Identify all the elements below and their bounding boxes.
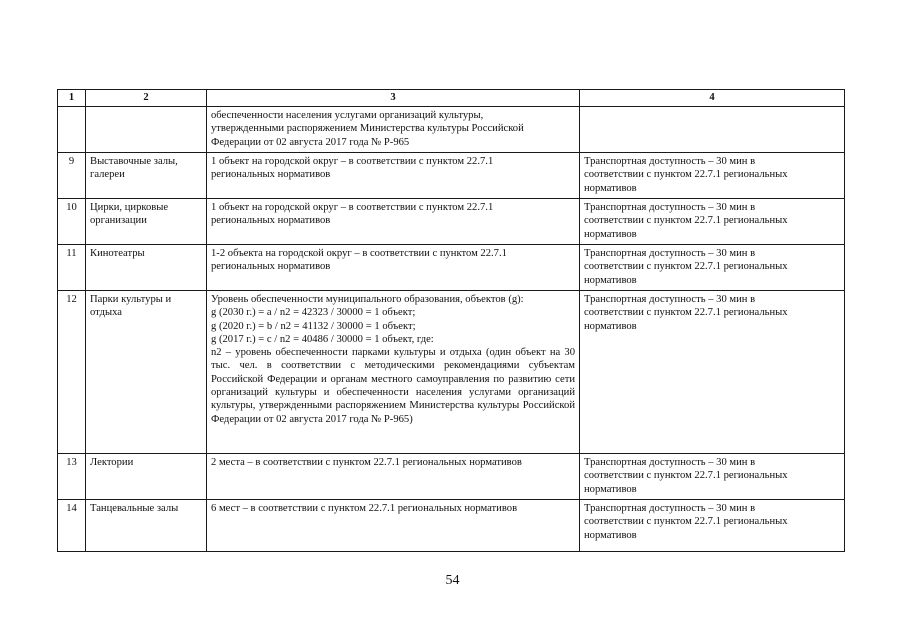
row-number: 14 [58,500,86,552]
header-cell-4: 4 [580,90,845,107]
norm-text [207,454,580,500]
accessibility-text [580,153,845,199]
table-row [58,107,845,153]
norm-line: 1 объект на городской округ – в соответствии с пунктом 22.7.1 [211,202,494,213]
norm-line: обеспеченности населения услугами организаций культуры, [211,110,484,121]
object-name-line: Танцевальные залы [90,503,179,514]
norm-text [207,199,580,245]
row-number: 9 [58,153,86,199]
access-line: нормативов [584,274,637,286]
access-line: Транспортная доступность – 30 мин в [584,503,756,514]
header-cell-1: 1 [58,90,86,107]
norm-line: 1-2 объекта на городской округ – в соответствии с пунктом 22.7.1 [211,248,507,259]
accessibility-text [580,245,845,291]
object-name [86,199,207,245]
object-name-line: Цирки, цирковые [90,202,169,213]
norm-line: 6 мест – в соответствии с пунктом 22.7.1 региональных нормативов [211,503,518,514]
access-line: Транспортная доступность – 30 мин в [584,294,756,305]
object-name [86,153,207,199]
norms-table [57,89,845,552]
object-name [86,500,207,552]
access-line: соответствии с пунктом 22.7.1 региональных [584,516,788,528]
access-line: нормативов [584,529,637,541]
norm-text [207,245,580,291]
header-row [58,90,845,107]
norm-text [207,107,580,153]
object-name-line: галереи [90,169,125,181]
access-line: соответствии с пунктом 22.7.1 региональных [584,470,788,482]
norm-line: утвержденными распоряжением Министерства культуры Российской [211,123,524,135]
page-number: 54 [445,573,460,588]
access-line: Транспортная доступность – 30 мин в [584,457,756,468]
norm-line: g (2017 г.) = c / n2 = 40486 / 30000 = 1 объект, где: [211,333,434,345]
table-row [58,500,845,552]
row-number: 10 [58,199,86,245]
norm-line: 2 места – в соответствии с пунктом 22.7.1 региональных нормативов [211,457,522,468]
object-name-line: отдыха [90,307,123,319]
norm-line: g (2030 г.) = a / n2 = 42323 / 30000 = 1 объект; [211,307,416,319]
accessibility-text [580,454,845,500]
norm-line: региональных нормативов [211,261,331,273]
object-name [86,291,207,454]
norm-line: региональных нормативов [211,169,331,181]
object-name [86,107,207,153]
object-name-line: Парки культуры и [90,294,172,305]
access-line: Транспортная доступность – 30 мин в [584,202,756,213]
norm-text [207,153,580,199]
norm-line: 1 объект на городской округ – в соответствии с пунктом 22.7.1 [211,156,494,167]
norm-paragraph: n2 – уровень обеспеченности парками культуры и отдыха (один объект на 30 тыс. чел. в соответствии с методическими рекомендациями субъектам Российской Федерации и органам местного самоуправления по развитию сети организаций культуры и обеспеченности населения услугами организаций культуры, утвержденными распоряжением Министерства культуры Российской Федерации от 02 августа 2017 года № Р-965) [211,347,575,425]
row-number: 13 [58,454,86,500]
object-name-line: организации [90,215,147,227]
row-number [58,107,86,153]
norm-line: региональных нормативов [211,215,331,227]
access-line: соответствии с пунктом 22.7.1 региональных [584,215,788,227]
row-number: 12 [58,291,86,454]
access-line: соответствии с пунктом 22.7.1 региональных [584,169,788,181]
object-name-line: Выставочные залы, [90,156,178,167]
access-line: нормативов [584,483,637,495]
table-row [58,199,845,245]
table-row [58,291,845,454]
norm-text [207,500,580,552]
access-line: нормативов [584,320,637,332]
accessibility-text [580,500,845,552]
norm-text [207,291,580,454]
access-line: Транспортная доступность – 30 мин в [584,248,756,259]
access-line: соответствии с пунктом 22.7.1 региональных [584,307,788,319]
norm-line: g (2020 г.) = b / n2 = 41132 / 30000 = 1 объект; [211,320,416,332]
access-line: нормативов [584,228,637,240]
object-name [86,454,207,500]
norm-line: Федерации от 02 августа 2017 года № Р-965 [211,136,410,148]
access-line: нормативов [584,182,637,194]
header-cell-3: 3 [207,90,580,107]
accessibility-text [580,199,845,245]
access-line: Транспортная доступность – 30 мин в [584,156,756,167]
norm-line: Уровень обеспеченности муниципального образования, объектов (g): [211,294,524,305]
table-row [58,153,845,199]
access-line: соответствии с пунктом 22.7.1 региональных [584,261,788,273]
object-name-line: Лектории [90,457,134,468]
accessibility-text [580,291,845,454]
object-name [86,245,207,291]
table-row [58,245,845,291]
object-name-line: Кинотеатры [90,248,145,259]
table-row [58,454,845,500]
header-cell-2: 2 [86,90,207,107]
row-number: 11 [58,245,86,291]
accessibility-text [580,107,845,153]
